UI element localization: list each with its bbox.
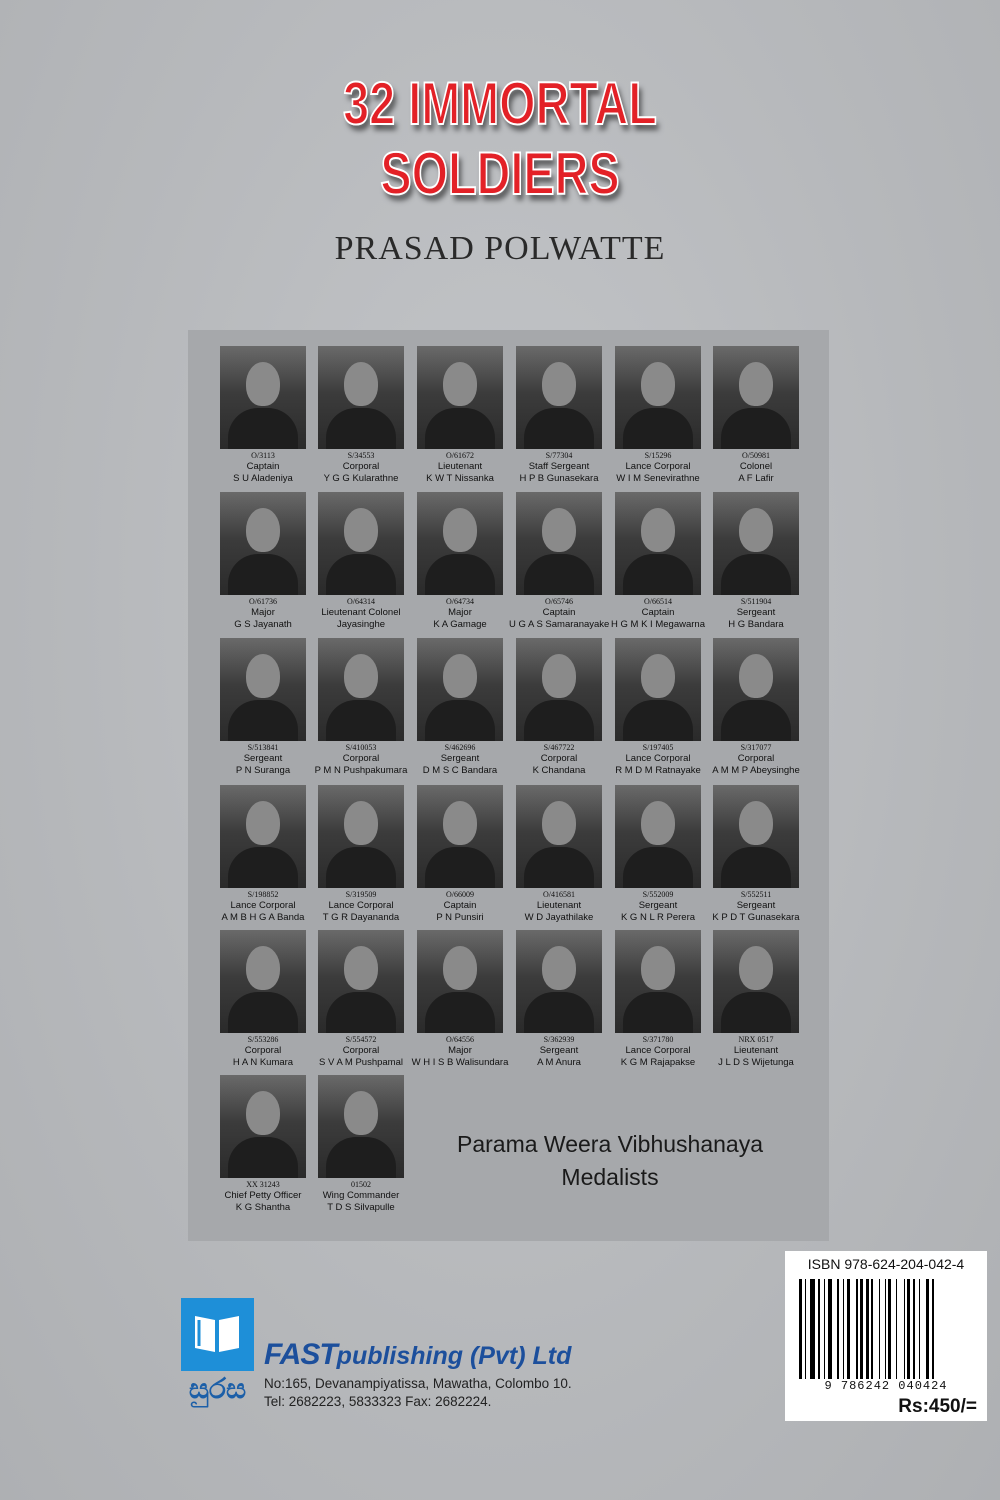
publisher-name [264, 1338, 571, 1372]
portrait-body [721, 700, 791, 741]
portrait-body [425, 992, 495, 1033]
soldier-photo [417, 930, 503, 1033]
soldier-name: T D S Silvapulle [327, 1202, 395, 1213]
soldier-rank: Corporal [244, 1045, 282, 1056]
soldier-rank: Lieutenant [536, 900, 582, 911]
service-number: O/61736 [249, 597, 277, 606]
portrait-head [641, 654, 675, 698]
portrait-head [344, 801, 378, 845]
portrait-body [425, 847, 495, 888]
contact-line: Tel: 2682223, 5833323 Fax: 2682224. [264, 1394, 492, 1409]
soldier-rank: Major [448, 607, 472, 618]
soldier-rank: Sergeant [440, 753, 480, 764]
soldier-photo [615, 930, 701, 1033]
barcode-bar [828, 1279, 833, 1379]
isbn-barcode-box [785, 1251, 987, 1421]
address-line: No:165, Devanampiyatissa, Mawatha, Colombo 10. [264, 1376, 572, 1391]
soldier-rank: Major [448, 1045, 472, 1056]
soldier-rank: Lance Corporal [230, 900, 296, 911]
soldier-rank: Sergeant [638, 900, 678, 911]
soldier-photo [417, 492, 503, 595]
portrait-head [739, 654, 773, 698]
service-number: S/362939 [543, 1035, 575, 1044]
portrait-body [228, 847, 298, 888]
soldier-rank: Lance Corporal [625, 461, 691, 472]
portrait-head [344, 1091, 378, 1135]
soldier-name: H G M K I Megawarna [611, 619, 705, 630]
portrait-body [228, 554, 298, 595]
service-number: S/467722 [543, 743, 575, 752]
soldier-name: H G Bandara [728, 619, 784, 630]
service-number: S/77304 [545, 451, 573, 460]
medalists-caption [405, 1128, 815, 1194]
soldier-photo [516, 638, 602, 741]
barcode-bar [799, 1279, 802, 1379]
portrait-head [542, 508, 576, 552]
soldier-rank: Colonel [739, 461, 773, 472]
barcode-bar [871, 1279, 873, 1379]
portrait-head [344, 508, 378, 552]
service-number: O/66009 [446, 890, 474, 899]
soldier-rank: Sergeant [736, 607, 776, 618]
service-number: S/462696 [444, 743, 476, 752]
portrait-body [524, 554, 594, 595]
soldier-photo [615, 346, 701, 449]
soldier-rank: Corporal [342, 1045, 380, 1056]
portrait-head [641, 801, 675, 845]
service-number: O/65746 [545, 597, 573, 606]
portrait-head [246, 1091, 280, 1135]
soldier-photo [615, 785, 701, 888]
soldier-name: K P D T Gunasekara [712, 912, 800, 923]
portrait-head [344, 654, 378, 698]
barcode-bar [907, 1279, 910, 1379]
portrait-body [623, 408, 693, 449]
barcode-bar [896, 1279, 898, 1379]
portrait-head [542, 801, 576, 845]
barcode-bar [913, 1279, 915, 1379]
portrait-head [739, 362, 773, 406]
soldier-name: A M M P Abeysinghe [712, 765, 800, 776]
soldier-name: P N Punsiri [436, 912, 484, 923]
soldier-photo [318, 638, 404, 741]
soldier-name: K Chandana [532, 765, 586, 776]
portrait-body [623, 992, 693, 1033]
soldier-name: P M N Pushpakumara [314, 765, 408, 776]
soldier-photo [713, 346, 799, 449]
barcode-bar [926, 1279, 929, 1379]
soldier-rank: Lieutenant Colonel [321, 607, 401, 618]
soldier-name: Jayasinghe [336, 619, 386, 630]
soldier-rank: Captain [542, 607, 576, 618]
service-number: O/66514 [644, 597, 672, 606]
portrait-body [326, 554, 396, 595]
portrait-body [721, 847, 791, 888]
soldier-photo [318, 930, 404, 1033]
portrait-body [326, 700, 396, 741]
soldier-name: W D Jayathilake [524, 912, 594, 923]
soldier-name: K G N L R Perera [620, 912, 696, 923]
service-number: S/197405 [642, 743, 674, 752]
isbn-number: ISBN 978-624-204-042-4 [807, 1256, 965, 1272]
soldier-name: A M Anura [537, 1057, 581, 1068]
soldier-photo [318, 492, 404, 595]
portrait-head [443, 508, 477, 552]
soldier-name: K G Shantha [235, 1202, 291, 1213]
soldier-photo [220, 492, 306, 595]
portrait-body [721, 554, 791, 595]
soldier-name: S V A M Pushpamal [319, 1057, 403, 1068]
soldier-name: K W T Nissanka [426, 473, 494, 484]
service-number: S/317077 [740, 743, 772, 752]
portrait-head [542, 362, 576, 406]
soldier-photo [220, 346, 306, 449]
soldier-photo [417, 638, 503, 741]
soldier-rank: Lance Corporal [328, 900, 394, 911]
barcode-bar [824, 1279, 826, 1379]
soldier-rank: Chief Petty Officer [224, 1190, 302, 1201]
barcode-bar [919, 1279, 921, 1379]
soldier-rank: Lieutenant [733, 1045, 779, 1056]
portrait-body [228, 992, 298, 1033]
soldier-name: W H I S B Walisundara [411, 1057, 509, 1068]
soldier-rank: Sergeant [736, 900, 776, 911]
service-number: S/34553 [347, 451, 375, 460]
portrait-body [425, 700, 495, 741]
service-number: S/198852 [247, 890, 279, 899]
portrait-head [246, 654, 280, 698]
soldier-name: H P B Gunasekara [519, 473, 599, 484]
service-number: S/15296 [644, 451, 672, 460]
soldier-name: S U Aladeniya [233, 473, 293, 484]
soldier-name: A F Lafir [738, 473, 774, 484]
service-number: S/410053 [345, 743, 377, 752]
soldier-photo [713, 930, 799, 1033]
soldier-photo-panel [188, 330, 829, 1241]
portrait-body [326, 847, 396, 888]
portrait-body [524, 700, 594, 741]
soldier-name: Y G G Kularathne [323, 473, 399, 484]
service-number: S/511904 [740, 597, 772, 606]
soldier-photo [318, 785, 404, 888]
barcode-bar [843, 1279, 845, 1379]
barcode-bar [879, 1279, 881, 1379]
publisher-name-rest: publishing (Pvt) Ltd [336, 1342, 572, 1370]
portrait-body [425, 554, 495, 595]
soldier-photo [713, 785, 799, 888]
soldier-name: U G A S Samaranayake [509, 619, 610, 630]
portrait-head [739, 508, 773, 552]
soldier-name: G S Jayanath [234, 619, 292, 630]
portrait-body [524, 408, 594, 449]
service-number: S/513841 [247, 743, 279, 752]
portrait-body [623, 700, 693, 741]
soldier-photo [220, 638, 306, 741]
portrait-head [443, 801, 477, 845]
portrait-head [246, 946, 280, 990]
soldier-rank: Wing Commander [322, 1190, 400, 1201]
soldier-photo [220, 930, 306, 1033]
service-number: O/64314 [347, 597, 375, 606]
service-number: O/50981 [742, 451, 770, 460]
soldier-rank: Lieutenant [437, 461, 483, 472]
barcode-bar [837, 1279, 839, 1379]
portrait-head [443, 654, 477, 698]
soldier-rank: Sergeant [539, 1045, 579, 1056]
soldier-name: K G M Rajapakse [620, 1057, 696, 1068]
portrait-head [641, 508, 675, 552]
soldier-rank: Lance Corporal [625, 1045, 691, 1056]
barcode-bar [866, 1279, 869, 1379]
book-title-line1: 32 IMMORTAL [343, 70, 657, 137]
portrait-head [344, 946, 378, 990]
portrait-body [524, 847, 594, 888]
portrait-body [326, 1137, 396, 1178]
service-number: O/64556 [446, 1035, 474, 1044]
soldier-name: D M S C Bandara [422, 765, 498, 776]
soldier-rank: Sergeant [243, 753, 283, 764]
soldier-name: R M D M Ratnayake [615, 765, 701, 776]
portrait-body [228, 1137, 298, 1178]
barcode-bar [805, 1279, 807, 1379]
portrait-head [542, 946, 576, 990]
service-number: O/416581 [543, 890, 575, 899]
service-number: O/3113 [251, 451, 275, 460]
soldier-rank: Corporal [342, 461, 380, 472]
portrait-body [228, 408, 298, 449]
barcode-bar [932, 1279, 934, 1379]
price: Rs:450/= [898, 1396, 977, 1417]
soldier-rank: Corporal [737, 753, 775, 764]
soldier-name: W I M Senevirathne [616, 473, 700, 484]
open-book-icon [193, 1312, 241, 1354]
soldier-rank: Lance Corporal [625, 753, 691, 764]
soldier-photo [615, 638, 701, 741]
service-number: NRX 0517 [738, 1035, 774, 1044]
portrait-head [443, 362, 477, 406]
portrait-head [739, 946, 773, 990]
soldier-photo [713, 492, 799, 595]
barcode-bar [856, 1279, 858, 1379]
soldier-photo [220, 785, 306, 888]
barcode-bar [904, 1279, 906, 1379]
soldier-name: A M B H G A Banda [221, 912, 305, 923]
barcode-bar [818, 1279, 820, 1379]
publisher-name-fast: FAST [264, 1338, 337, 1371]
soldier-photo [318, 346, 404, 449]
soldier-rank: Major [251, 607, 275, 618]
portrait-body [228, 700, 298, 741]
soldier-photo [713, 638, 799, 741]
service-number: O/61672 [446, 451, 474, 460]
portrait-body [326, 408, 396, 449]
barcode-bar [885, 1279, 887, 1379]
publisher-logo [181, 1298, 254, 1371]
barcode [799, 1279, 973, 1379]
soldier-photo [516, 930, 602, 1033]
publisher-address [264, 1375, 572, 1411]
soldier-photo [318, 1075, 404, 1178]
soldier-photo [516, 492, 602, 595]
portrait-body [623, 847, 693, 888]
soldier-photo [417, 785, 503, 888]
soldier-name: P N Suranga [235, 765, 291, 776]
soldier-rank: Corporal [342, 753, 380, 764]
portrait-body [721, 992, 791, 1033]
portrait-head [641, 946, 675, 990]
soldier-name: H A N Kumara [232, 1057, 294, 1068]
portrait-body [524, 992, 594, 1033]
barcode-bar [860, 1279, 863, 1379]
portrait-head [246, 801, 280, 845]
portrait-head [344, 362, 378, 406]
barcode-digits: 9 786242 040424 [824, 1379, 948, 1393]
service-number: XX 31243 [246, 1180, 280, 1189]
service-number: S/319509 [345, 890, 377, 899]
portrait-head [246, 362, 280, 406]
portrait-head [739, 801, 773, 845]
soldier-photo [516, 785, 602, 888]
book-title-line2: SOLDIERS [380, 140, 620, 207]
service-number: S/554572 [345, 1035, 377, 1044]
soldier-photo [417, 346, 503, 449]
portrait-body [623, 554, 693, 595]
soldier-rank: Captain [641, 607, 675, 618]
service-number: S/371780 [642, 1035, 674, 1044]
portrait-body [326, 992, 396, 1033]
portrait-body [721, 408, 791, 449]
soldier-rank: Staff Sergeant [528, 461, 590, 472]
soldier-rank: Corporal [540, 753, 578, 764]
soldier-rank: Captain [443, 900, 477, 911]
barcode-bar [888, 1279, 891, 1379]
soldier-name: K A Gamage [433, 619, 487, 630]
portrait-head [443, 946, 477, 990]
barcode-bar [810, 1279, 815, 1379]
portrait-body [425, 408, 495, 449]
barcode-bar [847, 1279, 850, 1379]
soldier-photo [220, 1075, 306, 1178]
service-number: 01502 [351, 1180, 371, 1189]
medal-subtitle: Medalists [561, 1164, 659, 1190]
soldier-name: T G R Dayananda [322, 912, 400, 923]
soldier-photo [516, 346, 602, 449]
portrait-head [246, 508, 280, 552]
soldier-rank: Captain [246, 461, 280, 472]
medal-title: Parama Weera Vibhushanaya [456, 1131, 763, 1157]
portrait-head [542, 654, 576, 698]
service-number: S/553286 [247, 1035, 279, 1044]
service-number: S/552009 [642, 890, 674, 899]
soldier-name: J L D S Wijetunga [718, 1057, 794, 1068]
portrait-head [641, 362, 675, 406]
author-name: PRASAD POLWATTE [334, 230, 666, 267]
soldier-photo [615, 492, 701, 595]
service-number: S/552511 [740, 890, 772, 899]
publisher-logo-text: සුරස [188, 1372, 247, 1405]
service-number: O/64734 [446, 597, 474, 606]
